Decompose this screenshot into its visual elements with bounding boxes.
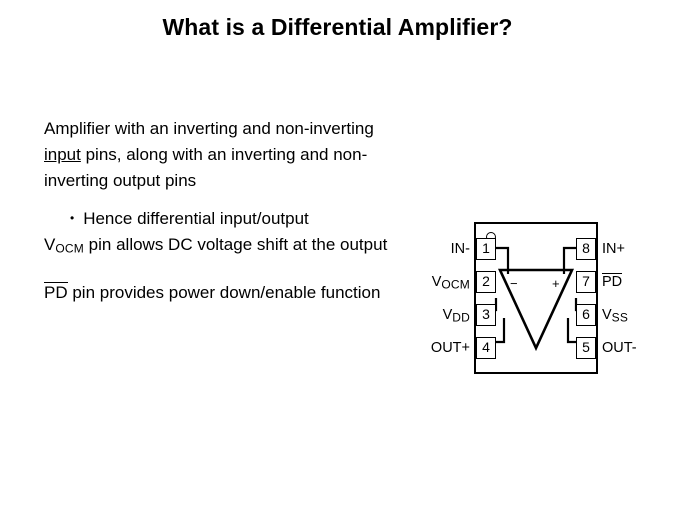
amp-plus-symbol: + [552,276,560,291]
para1-segment-1: Amplifier with an inverting and non-inverting [44,119,374,138]
pin-box-1: 1 [476,238,496,260]
paragraph-pd [44,280,404,306]
para1-segment-input-underlined: input [44,145,81,164]
page-title: What is a Differential Amplifier? [162,14,513,40]
pin-box-8: 8 [576,238,596,260]
bullet-dot-icon: • [70,211,75,225]
paragraph-amplifier-description [44,116,404,194]
chip-pin-labels [416,222,656,382]
pd-overbar-label: PD [44,282,68,302]
pin-label-pd-text: PD [602,274,623,290]
pin-label-vss-sub: SS [611,310,629,325]
vocm-prefix: V [44,235,56,254]
paragraph-vocm [44,232,404,262]
pin-label-vdd-sub: DD [452,310,470,325]
body-text-block [44,116,404,306]
pin-label-vocm [432,272,470,295]
pin-box-7: 7 [576,271,596,293]
vocm-suffix: pin allows DC voltage shift at the output [83,235,388,254]
pin-box-6: 6 [576,304,596,326]
bullet-item-label: Hence differential input/output [83,209,309,228]
pin-label-in-minus-text: IN- [450,241,470,257]
pin-label-vss [602,305,628,328]
pin-label-in-minus [451,239,470,259]
pin-label-in-plus-text: IN+ [602,241,625,257]
pin-label-vocm-sub: OCM [441,277,470,292]
pin-label-out-minus-text: OUT- [602,340,637,356]
pin-label-out-plus [431,338,470,358]
para1-segment-3: pins, along with an inverting and non-inverting output pins [44,145,368,190]
chip-package-diagram [416,222,656,382]
pin-label-vocm-text: V [431,274,442,290]
pin-label-out-plus-text: OUT+ [430,340,470,356]
pd-suffix: pin provides power down/enable function [67,282,381,302]
pin-box-4: 4 [476,337,496,359]
amp-minus-symbol: − [510,276,518,291]
pin-label-vdd-text: V [442,307,453,323]
vocm-subscript: OCM [55,241,84,256]
pin-label-out-minus [602,338,637,358]
pin-label-pd [602,272,622,292]
pin-label-in-plus [602,239,625,259]
pin-label-vdd [443,305,470,328]
pin-box-2: 2 [476,271,496,293]
pin-box-5: 5 [576,337,596,359]
pin-box-3: 3 [476,304,496,326]
bullet-item-differential-io [70,206,404,232]
pin-label-vss-text: V [602,307,612,323]
